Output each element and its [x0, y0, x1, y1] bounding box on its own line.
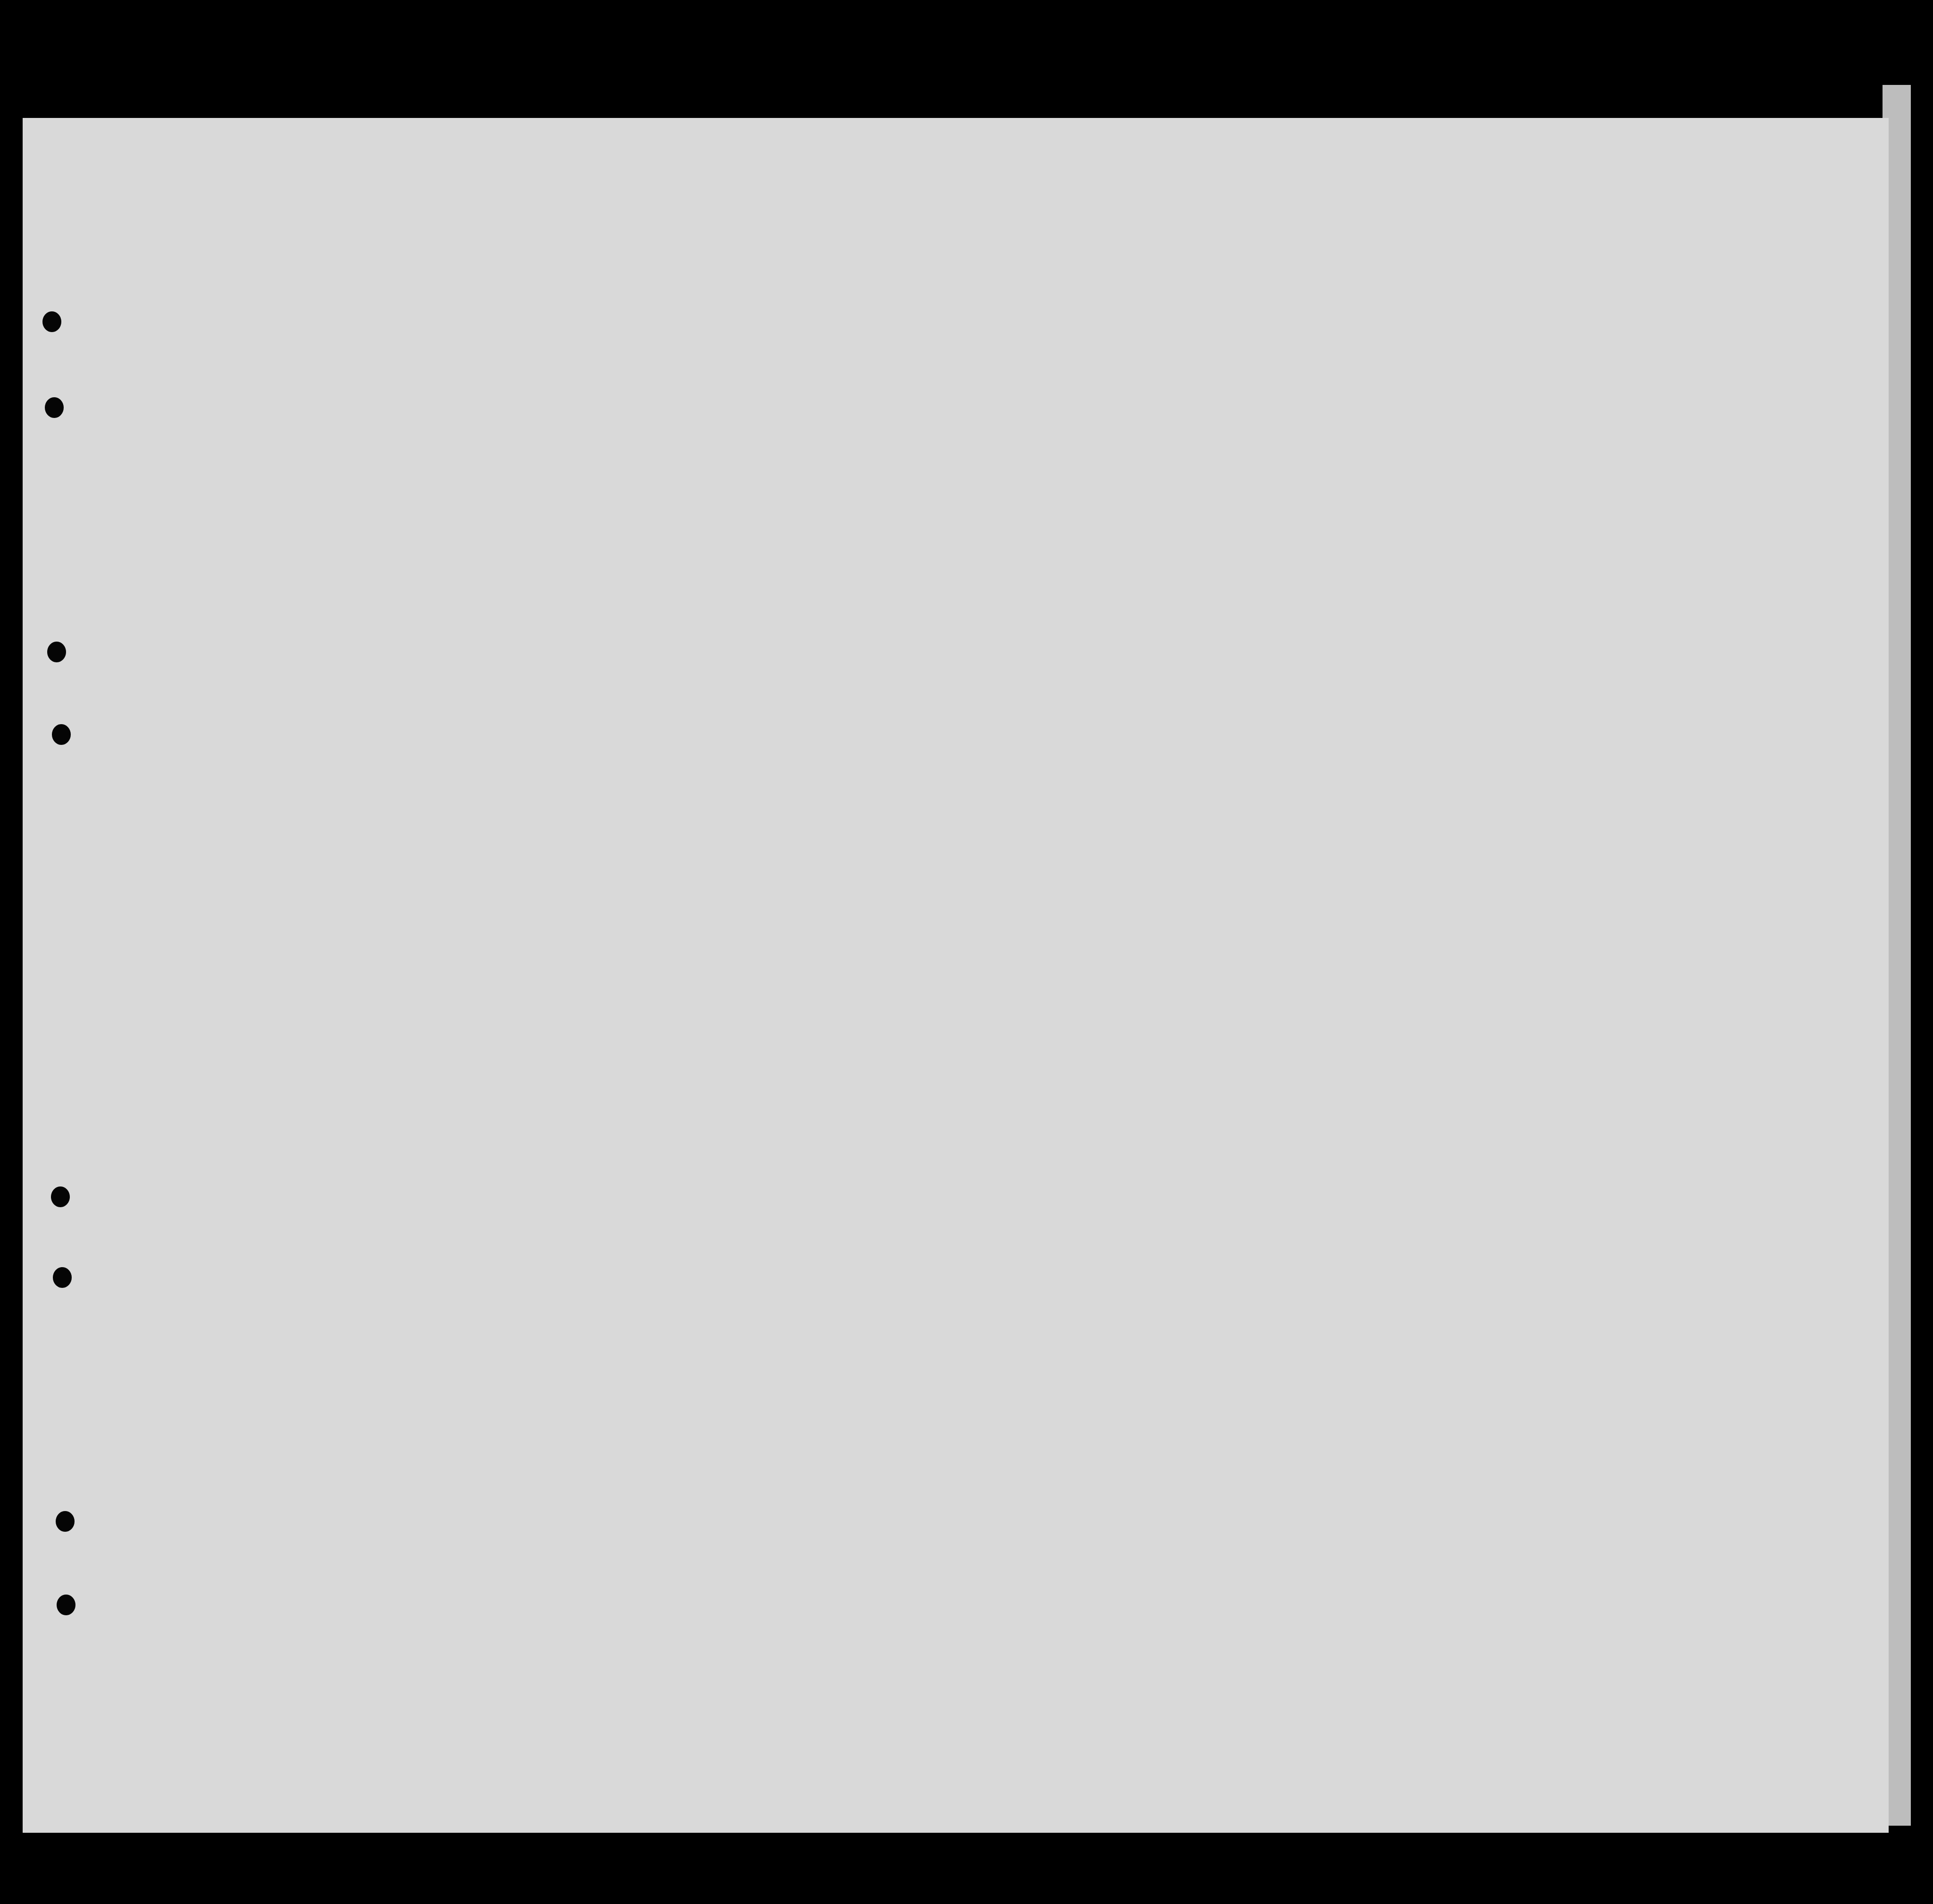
- binder-hole: [51, 1186, 70, 1207]
- manifest-sheet: [23, 118, 1889, 1833]
- binder-hole: [47, 642, 66, 662]
- binder-hole: [52, 724, 71, 745]
- table-grid: [23, 118, 1889, 1833]
- binder-hole: [53, 1267, 72, 1288]
- binder-hole: [45, 397, 64, 418]
- binder-hole: [56, 1511, 75, 1532]
- binder-hole: [42, 311, 61, 332]
- binder-hole: [57, 1595, 75, 1615]
